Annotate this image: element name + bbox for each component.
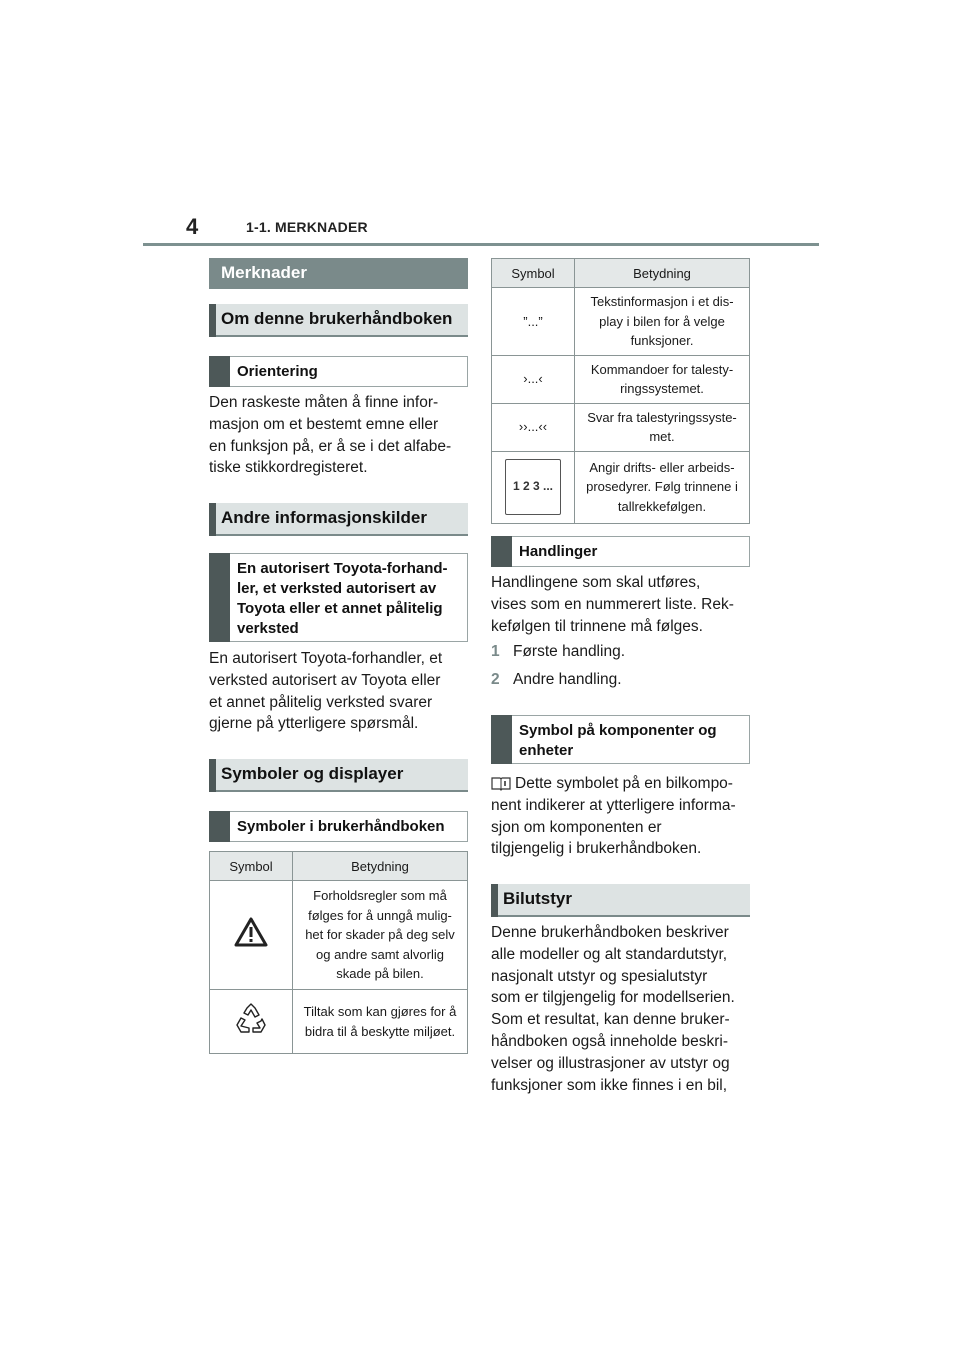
steps-symbol-box: 1 2 3 ... — [505, 459, 561, 515]
text-line: prosedyrer. Følg trinnene i — [586, 479, 738, 495]
subheading-dealer — [209, 553, 468, 642]
text-line: enheter — [519, 742, 574, 759]
symbol-cell: ››...‹‹ — [492, 403, 575, 451]
text-line: Som et resultat, kan denne bruker- — [491, 1011, 730, 1029]
meaning-cell — [575, 355, 750, 403]
text-line: ler, et verksted autorisert av — [237, 580, 437, 597]
text-line: Kommandoer for talesty- — [590, 361, 734, 377]
step-number: 1 — [491, 643, 500, 660]
text-line: vises som en nummerert liste. Rek- — [491, 595, 734, 613]
text-line: ringssystemet. — [620, 381, 704, 396]
text-line: gjerne på ytterligere spørsmål. — [209, 715, 419, 733]
subheading-orientation: Orientering — [209, 356, 468, 387]
text-line: funksjoner. — [630, 333, 694, 348]
text-line: En autorisert Toyota-forhand- — [237, 560, 448, 577]
header-rule — [143, 243, 819, 246]
text-line: Tiltak som kan gjøres for å — [303, 1004, 457, 1019]
text-line — [491, 773, 750, 795]
table-row — [492, 288, 750, 356]
table-row — [492, 403, 750, 451]
meaning-cell — [575, 403, 750, 451]
text-line: sjon om komponenten er — [491, 818, 662, 836]
dealer-paragraph — [209, 648, 468, 735]
meaning-cell — [293, 990, 468, 1054]
text-line: håndboken også inneholde beskri- — [491, 1032, 728, 1050]
text-line: som er tilgjengelig for modellserien. — [491, 989, 735, 1007]
heading-other-sources: Andre informasjonskilder — [209, 503, 468, 536]
manual-book-icon — [491, 776, 511, 791]
text-line: alle modeller og alt standardutstyr, — [491, 945, 728, 963]
text-line: en funksjon på, er å se i det alfabe- — [209, 437, 452, 455]
section-title-merknader: Merknader — [209, 258, 468, 289]
text-line: Symbol på komponenter og — [519, 722, 717, 739]
text-line: verksted autorisert av Toyota eller — [209, 671, 441, 689]
text-line: Handlingene som skal utføres, — [491, 574, 701, 591]
table-row — [492, 451, 750, 523]
text-line: verksted — [237, 620, 299, 637]
symbols-table-right — [491, 258, 750, 524]
symbol-cell: ”...” — [492, 288, 575, 356]
orientation-paragraph — [209, 392, 468, 479]
text-line: play i bilen for å velge — [599, 313, 725, 329]
table-row — [210, 990, 468, 1054]
text-line: tiske stikkordregisteret. — [209, 459, 368, 477]
table-header-row — [210, 852, 468, 881]
list-item — [491, 669, 622, 691]
symbols-table-left — [209, 851, 468, 1054]
chapter-title: 1-1. MERKNADER — [246, 219, 368, 235]
text-line: kefølgen til trinnene må følges. — [491, 617, 703, 635]
subheading-symbols-manual: Symboler i brukerhåndboken — [209, 811, 468, 842]
table-header-row — [492, 259, 750, 288]
symbol-cell — [210, 990, 293, 1054]
text-line: funksjoner som ikke finnes i en bil, — [491, 1076, 728, 1094]
page-number: 4 — [186, 214, 199, 239]
symbol-cell — [210, 881, 293, 990]
text-line: nasjonalt utstyr og spesialutstyr — [491, 967, 708, 985]
recycle-icon — [234, 1002, 268, 1036]
text-line: nent indikerer at ytterligere informa- — [491, 796, 736, 814]
heading-about-manual: Om denne brukerhåndboken — [209, 304, 468, 337]
text-line: Tekstinformasjon i et dis- — [590, 294, 734, 309]
symbol-cell — [492, 451, 575, 523]
symbol-cell: ›...‹ — [492, 355, 575, 403]
column-header-meaning: Betydning — [293, 852, 468, 881]
table-row — [492, 355, 750, 403]
text-line: En autorisert Toyota-forhandler, et — [209, 650, 443, 667]
subheading-actions: Handlinger — [491, 536, 750, 567]
column-header-symbol: Symbol — [210, 852, 293, 881]
text-line: Svar fra talestyringssyste- — [587, 409, 737, 425]
text-line: og andre samt alvorlig — [316, 946, 444, 962]
text-line: et annet pålitelig verksted svarer — [209, 693, 433, 711]
text-line: Den raskeste måten å finne infor- — [209, 394, 439, 411]
step-text: Første handling. — [513, 643, 625, 660]
text-line: bidra til å beskytte miljøet. — [304, 1023, 456, 1039]
column-header-symbol: Symbol — [492, 259, 575, 288]
text-line: Denne brukerhåndboken beskriver — [491, 924, 729, 941]
component-paragraph — [491, 773, 750, 860]
step-number: 2 — [491, 671, 500, 688]
text-line: Forholdsregler som må — [313, 888, 447, 904]
text-line: tallrekkefølgen. — [617, 498, 707, 514]
text-line: met. — [649, 429, 675, 444]
equipment-paragraph — [491, 922, 750, 1096]
text-line: het for skader på deg selv — [305, 927, 455, 943]
text-line: Angir drifts- eller arbeids- — [589, 459, 735, 475]
meaning-cell — [293, 881, 468, 990]
actions-paragraph — [491, 572, 750, 637]
meaning-cell — [575, 288, 750, 356]
subheading-component-symbol — [491, 715, 750, 764]
heading-symbols-displays: Symboler og displayer — [209, 759, 468, 792]
list-item — [491, 641, 625, 663]
column-header-meaning: Betydning — [575, 259, 750, 288]
text-line: Toyota eller et annet pålitelig — [237, 600, 443, 617]
table-row — [210, 881, 468, 990]
meaning-cell — [575, 451, 750, 523]
text-line-content: Dette symbolet på en bilkompo- — [515, 775, 733, 792]
text-line: følges for å unngå mulig- — [308, 907, 452, 923]
heading-vehicle-equipment: Bilutstyr — [491, 884, 750, 917]
text-line: masjon om et bestemt emne eller — [209, 415, 439, 433]
text-line: tilgjengelig i brukerhåndboken. — [491, 840, 702, 858]
step-text: Andre handling. — [513, 671, 622, 688]
text-line: velser og illustrasjoner av utstyr og — [491, 1054, 730, 1072]
text-line: skade på bilen. — [336, 966, 424, 982]
warning-triangle-icon — [234, 917, 268, 947]
